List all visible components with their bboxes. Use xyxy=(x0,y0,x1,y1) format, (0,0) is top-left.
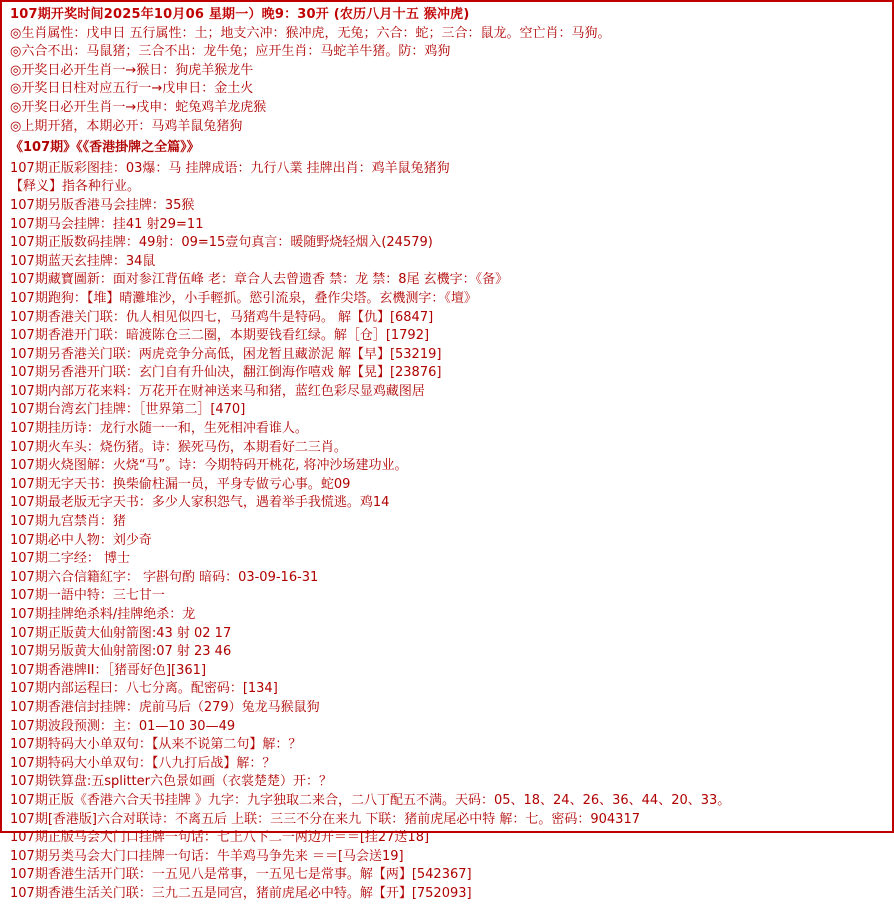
content-row-10: 107期香港开门联：暗渡陈仓三二圈，本期要钱看红绿。解［仓］[1792] xyxy=(10,328,430,344)
content-row-36: 107期[香港版]六合对联诗：不离五后 上联：三三不分在来九 下联：猪前虎尾必中特 解：七。密码：904317 xyxy=(10,811,640,827)
content-row-11: 107期另香港关门联：两虎竞争分高低，困龙暂且藏淤泥 解【早】[53219] xyxy=(10,346,442,362)
content-row-17: 107期火烧图解：火烧“马”。诗：今期特码开桃花, 将冲沙场建功业。 xyxy=(10,458,408,474)
content-row-15: 107期挂历诗：龙行水随一一和，生死相冲看谁人。 xyxy=(10,421,308,437)
content-row-18: 107期无字天书：换柴偷柱漏一员，平身专做亏心事。蛇09 xyxy=(10,476,351,492)
draw-time-header: 107期开奖时间2025年10月06 星期一）晚9：30开 (农历八月十五 猴冲虎) xyxy=(10,7,470,22)
content-row-24: 107期一語中特：三七甘一 xyxy=(10,588,165,604)
content-row-27: 107期另版黄大仙射箭图:07 射 23 46 xyxy=(10,644,232,660)
content-row-8: 107期跑狗：【堆】晴灘堆沙，小手輕抓。慾引流泉，叠作尖塔。玄機测字：《壇》 xyxy=(10,290,477,306)
content-row-38: 107期另类马会大门口挂牌一句话：牛羊鸡马争先来 ＝＝[马会送19] xyxy=(10,848,404,864)
content-row-23: 107期六合信籍紅字： 字斟句酌 暗码：03-09-16-31 xyxy=(10,569,319,585)
section-title: 《107期》《《香港掛牌之全篇》》 xyxy=(10,140,200,156)
content-row-12: 107期另香港开门联：玄门自有升仙决，翻江倒海作嘻戏 解【晃】[23876] xyxy=(10,365,442,381)
content-row-31: 107期波段预测：主：01—10 30—49 xyxy=(10,718,236,734)
content-row-9: 107期香港关门联：仇人相见似四七，马猪鸡牛是特码。 解【仇】[6847] xyxy=(10,309,434,325)
attribute-line-2: ◎六合不出：马鼠猪；三合不出：龙牛兔；应开生肖：马蛇羊牛猪。防：鸡狗 xyxy=(10,44,451,60)
content-row-34: 107期铁算盘:五splitter六色景如画（衣裳楚楚）开：？ xyxy=(10,774,332,790)
content-row-16: 107期火车头：烧伤猪。诗：猴死马伤，本期看好二三肖。 xyxy=(10,439,347,455)
content-row-6: 107期蓝天玄挂牌：34鼠 xyxy=(10,253,156,269)
attribute-line-5: ◎开奖日必开生肖一→戌申：蛇兔鸡羊龙虎猴 xyxy=(10,99,267,115)
attribute-line-4: ◎开奖日日柱对应五行一→戊申日：金土火 xyxy=(10,81,254,97)
content-row-14: 107期台湾玄门挂牌：［世界第二］[470] xyxy=(10,402,246,418)
content-row-21: 107期必中人物：刘少奇 xyxy=(10,532,152,548)
content-row-26: 107期正版黄大仙射箭图:43 射 02 17 xyxy=(10,625,232,641)
content-row-3: 107期另版香港马会挂牌：35猴 xyxy=(10,197,195,213)
content-row-33: 107期特码大小单双句：【八九打后战】解：？ xyxy=(10,755,276,771)
content-row-22: 107期二字经： 博士 xyxy=(10,551,130,567)
attribute-line-1: ◎生肖属性：戊申日 五行属性：土；地支六冲：猴冲虎，无兔；六合：蛇；三合：鼠龙。空亡肖：马狗。 xyxy=(10,25,611,41)
content-row-39: 107期香港生活开门联：一五见八是常事，一五见七是常事。解【两】[542367] xyxy=(10,867,472,883)
content-row-7: 107期藏寶圖新：面对参江背伍峰 老：章合人去曾遗香 禁：龙 禁：8尾 玄機字：《备》 xyxy=(10,272,509,288)
content-row-29: 107期内部运程曰：八七分离。配密码：[134] xyxy=(10,681,278,697)
document-body xyxy=(2,2,892,904)
content-row-30: 107期香港信封挂牌：虎前马后（279）兔龙马猴鼠狗 xyxy=(10,699,320,715)
content-row-20: 107期九宫禁肖：猪 xyxy=(10,514,126,530)
content-row-37: 107期正版马会大门口挂牌一句话：七上八下二一两边开＝＝[挂27送18] xyxy=(10,830,430,846)
content-row-25: 107期挂牌绝杀料/挂牌绝杀：龙 xyxy=(10,607,196,622)
content-row-32: 107期特码大小单双句：【从来不说第二句】解：？ xyxy=(10,737,302,753)
content-row-4: 107期马会挂牌：挂41 射29=11 xyxy=(10,216,204,232)
content-row-35: 107期正版《香港六合天书挂牌 》九字：九字独取二来合，二八丁配五不满。天码：05、18、24、26、36、44、20、33。 xyxy=(10,792,731,808)
content-row-5: 107期正版数码挂牌：49射：09=15壹句真言：暖随野烧轻烟入(24579) xyxy=(10,235,433,251)
content-row-19: 107期最老版无字天书：多少人家积怨气，遇着举手我慌逃。鸡14 xyxy=(10,495,390,511)
content-row-40: 107期香港生活关门联：三九二五是同宫，猪前虎尾必中特。解【开】[752093] xyxy=(10,885,472,901)
content-row-1: 107期正版彩图挂：03爆：马 挂牌成语：九行八業 挂牌出肖：鸡羊鼠兔猪狗 xyxy=(10,160,450,176)
attribute-line-6: ◎上期开猪，本期必开：马鸡羊鼠兔猪狗 xyxy=(10,118,243,134)
content-row-28: 107期香港牌II：［猪哥好色][361] xyxy=(10,662,207,678)
attribute-line-3: ◎开奖日必开生肖一→猴日：狗虎羊猴龙牛 xyxy=(10,62,254,78)
content-row-13: 107期内部万花来料：万花开在财神送来马和猪，蓝红色彩尽显鸡藏图居 xyxy=(10,383,425,399)
content-row-2: 【释义】指各种行业。 xyxy=(10,179,141,195)
